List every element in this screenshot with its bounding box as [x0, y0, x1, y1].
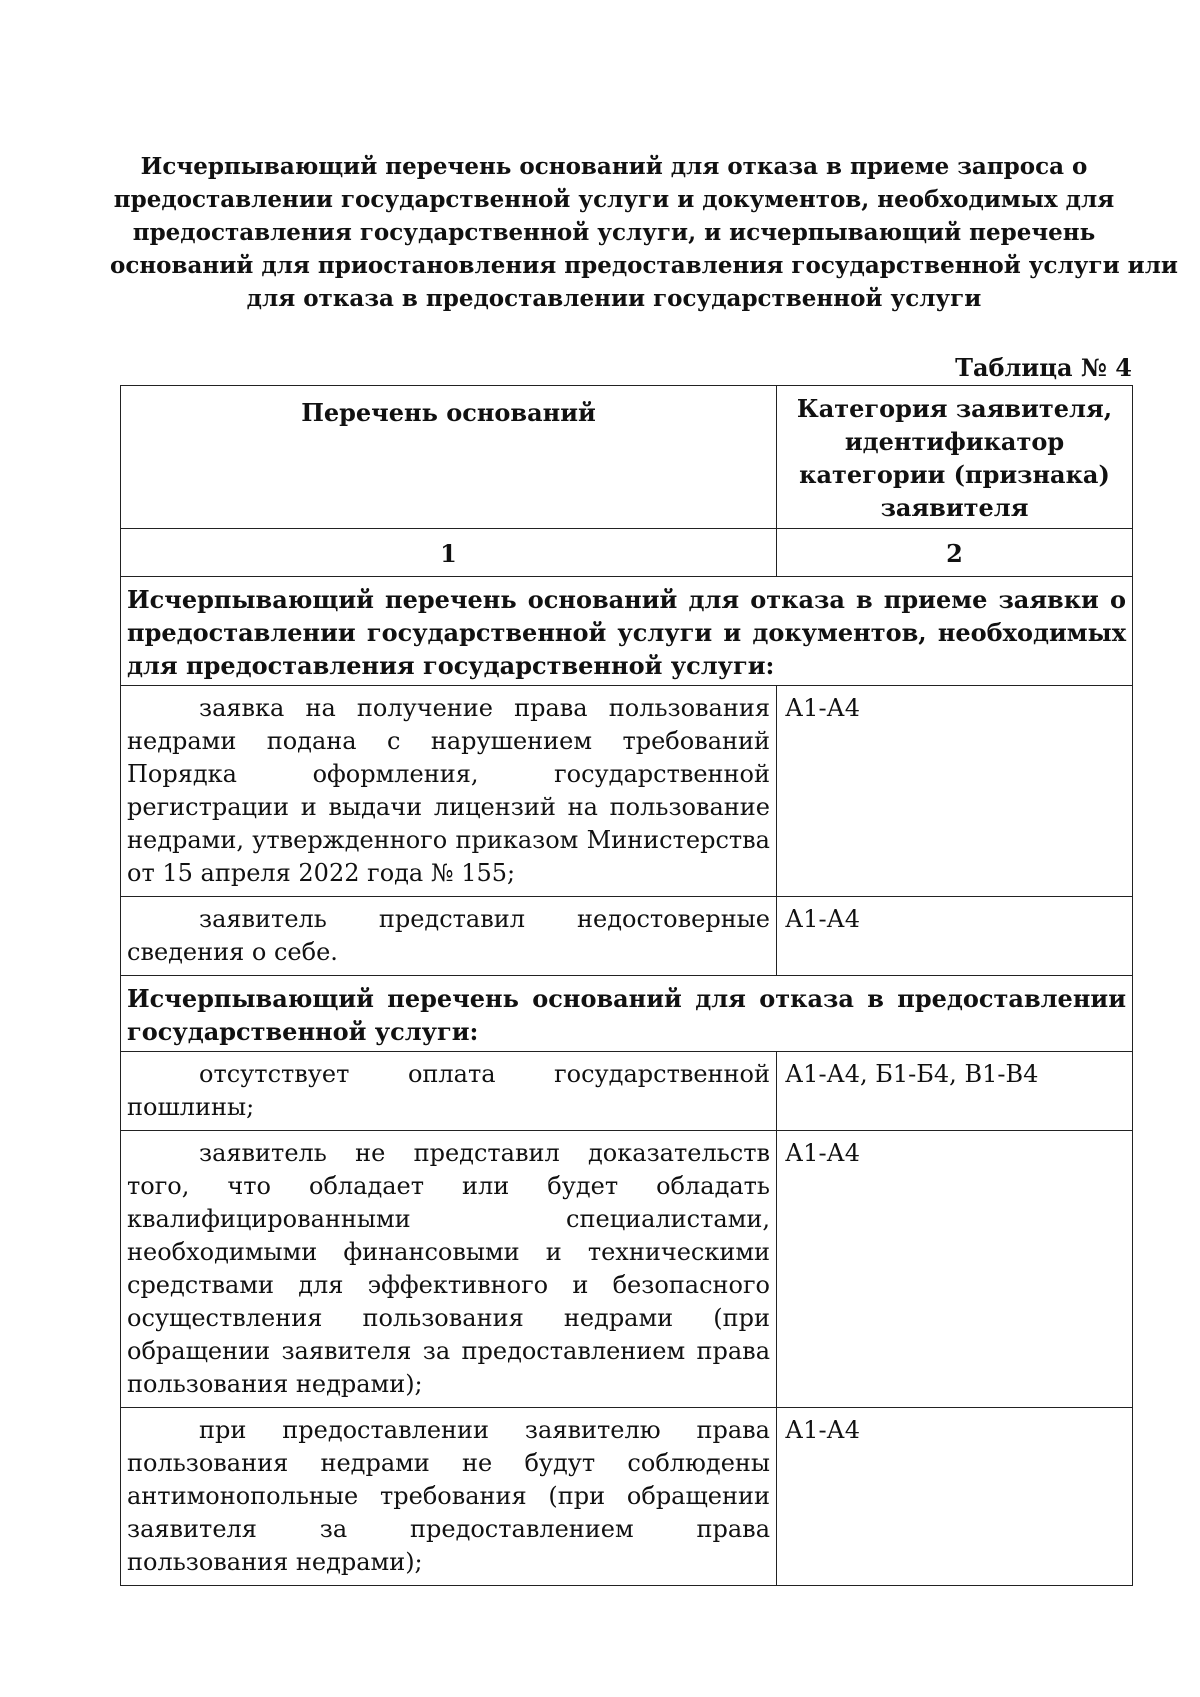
table-row — [121, 1408, 1133, 1586]
title-line: Исчерпывающий перечень оснований для отказа в приеме запроса о — [140, 153, 1088, 180]
reason-text: заявка на получение права пользования недрами подана с нарушением требований Порядка оформления, государственной регистрации и выдачи лицензий на пользование недрами, утвержденного приказом Министерства от 15 апреля 2022 года № 155; — [127, 694, 770, 887]
reason-text: при предоставлении заявителю права пользования недрами не будут соблюдены антимонопольные требования (при обращении заявителя за предоставлением права пользования недрами); — [127, 1416, 770, 1576]
title-line: оснований для приостановления предоставления государственной услуги или — [110, 252, 1178, 279]
table-row — [121, 686, 1133, 897]
section-title-refusal-provision: Исчерпывающий перечень оснований для отказа в предоставлении государственной услуги: — [121, 976, 1133, 1052]
document-title — [110, 150, 1178, 315]
section-row — [121, 976, 1133, 1052]
table-row — [121, 1052, 1133, 1131]
header-applicant-category: Категория заявителя, идентификатор категории (признака) заявителя — [777, 386, 1133, 529]
title-line: предоставлении государственной услуги и документов, необходимых для — [113, 186, 1115, 213]
title-line: для отказа в предоставлении государственной услуги — [246, 285, 982, 312]
category-cell: А1-А4 — [777, 1131, 1133, 1408]
table-row — [121, 1131, 1133, 1408]
column-number-1: 1 — [121, 529, 777, 577]
category-cell: А1-А4 — [777, 686, 1133, 897]
reason-text: заявитель не представил доказательств того, что обладает или будет обладать квалифицированными специалистами, необходимыми финансовыми и техническими средствами для эффективного и безопасного осуществления пользования недрами (при обращении заявителя за предоставлением права пользования недрами); — [127, 1139, 770, 1398]
table-number-label: Таблица № 4 — [955, 353, 1132, 382]
column-number-row — [121, 529, 1133, 577]
category-cell: А1-А4, Б1-Б4, В1-В4 — [777, 1052, 1133, 1131]
grounds-table — [120, 385, 1133, 1586]
reason-cell — [121, 1131, 777, 1408]
table-row — [121, 897, 1133, 976]
reason-cell — [121, 1052, 777, 1131]
table-header-row — [121, 386, 1133, 529]
reason-text: отсутствует оплата государственной пошлины; — [127, 1060, 770, 1121]
category-cell: А1-А4 — [777, 897, 1133, 976]
category-cell: А1-А4 — [777, 1408, 1133, 1586]
section-row — [121, 577, 1133, 686]
reason-cell — [121, 1408, 777, 1586]
reason-text: заявитель представил недостоверные сведения о себе. — [127, 905, 770, 966]
reason-cell — [121, 686, 777, 897]
reason-cell — [121, 897, 777, 976]
header-grounds-list: Перечень оснований — [121, 386, 777, 529]
column-number-2: 2 — [777, 529, 1133, 577]
section-title-refusal-acceptance: Исчерпывающий перечень оснований для отказа в приеме заявки о предоставлении государственной услуги и документов, необходимых для предоставления государственной услуги: — [121, 577, 1133, 686]
title-line: предоставления государственной услуги, и исчерпывающий перечень — [132, 219, 1096, 246]
